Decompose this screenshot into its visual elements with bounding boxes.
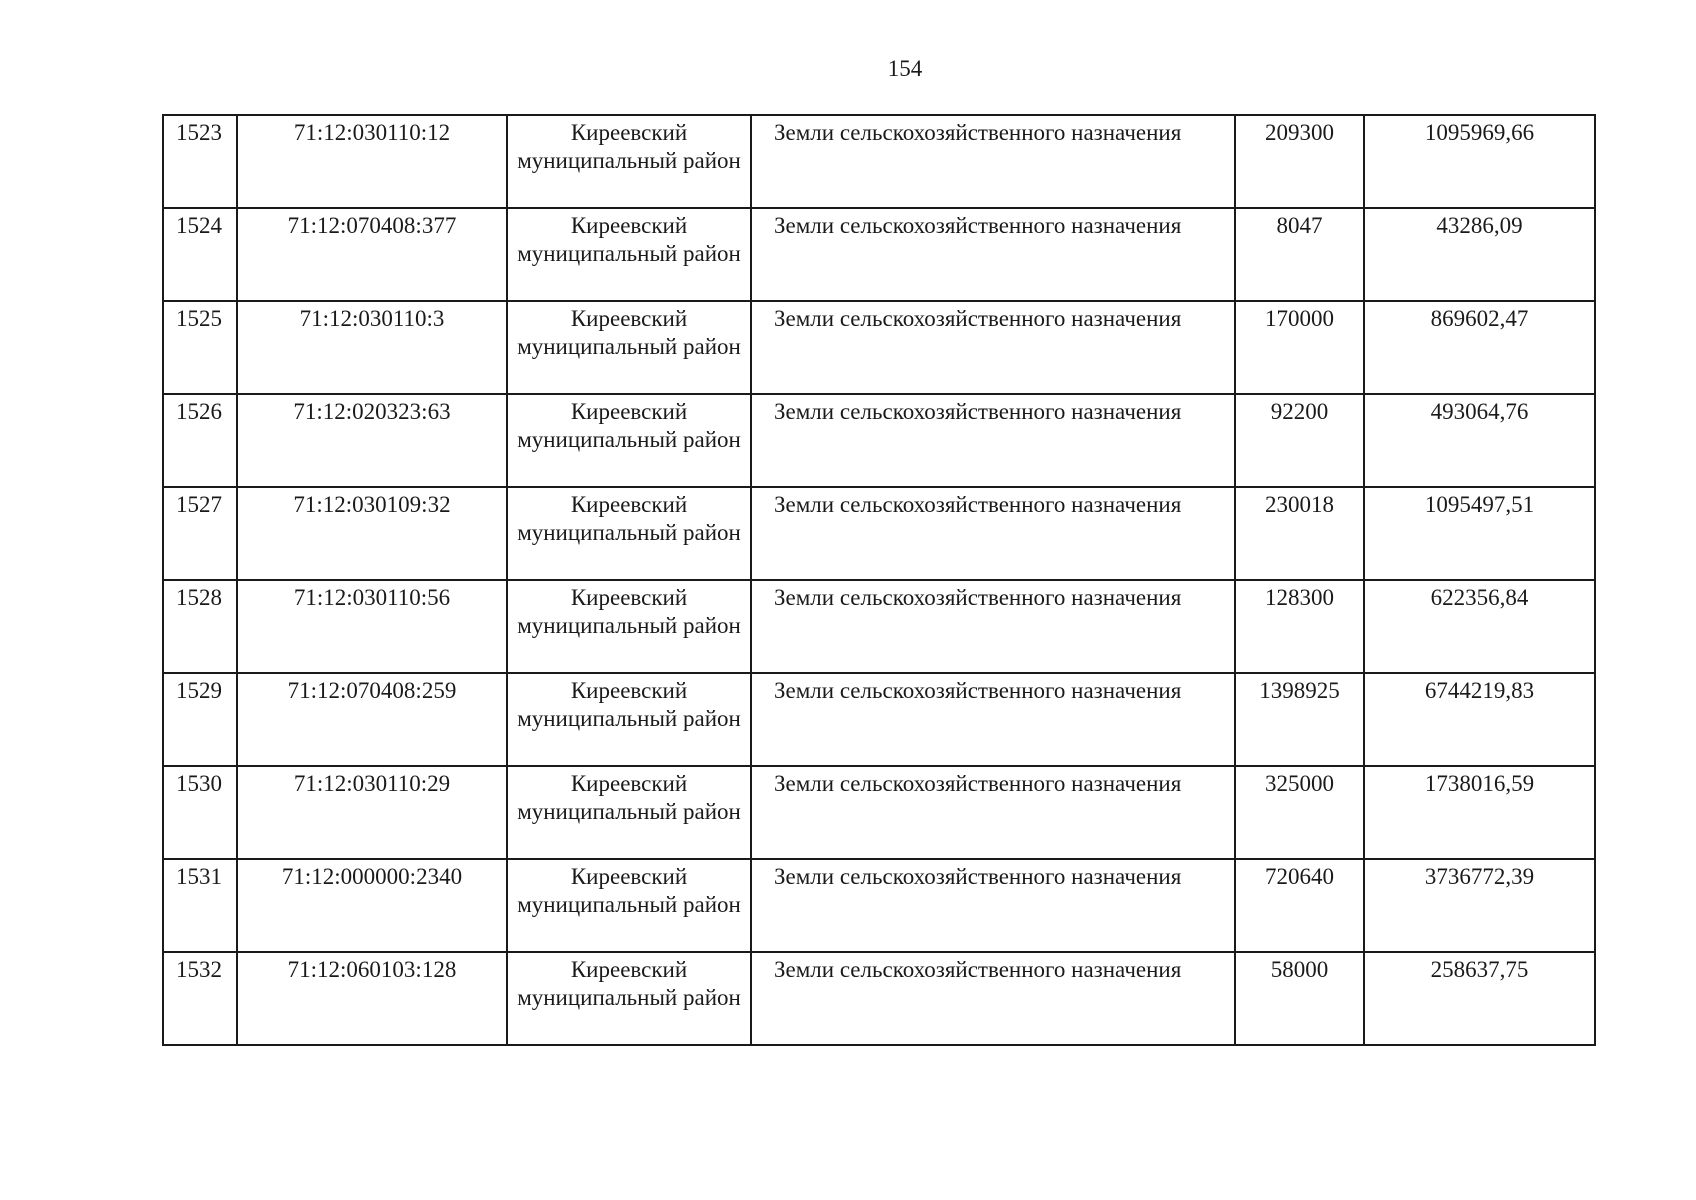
cost-value: 1738016,59: [1364, 766, 1595, 859]
cadastral-number: 71:12:030110:3: [237, 301, 507, 394]
land-category: Земли сельскохозяйственного назначения: [751, 394, 1235, 487]
land-plots-table: [162, 114, 1596, 1046]
row-number: 1529: [163, 673, 237, 766]
cadastral-number: 71:12:070408:259: [237, 673, 507, 766]
row-number: 1523: [163, 115, 237, 208]
table-row: [163, 859, 1595, 952]
row-number: 1526: [163, 394, 237, 487]
table-row: [163, 394, 1595, 487]
land-category: Земли сельскохозяйственного назначения: [751, 859, 1235, 952]
land-category: Земли сельскохозяйственного назначения: [751, 673, 1235, 766]
district-name: Киреевский муниципальный район: [507, 115, 751, 208]
area-value: 1398925: [1235, 673, 1364, 766]
row-number: 1525: [163, 301, 237, 394]
area-value: 92200: [1235, 394, 1364, 487]
area-value: 720640: [1235, 859, 1364, 952]
area-value: 58000: [1235, 952, 1364, 1045]
land-category: Земли сельскохозяйственного назначения: [751, 208, 1235, 301]
table-row: [163, 208, 1595, 301]
cost-value: 1095969,66: [1364, 115, 1595, 208]
district-name: Киреевский муниципальный район: [507, 580, 751, 673]
row-number: 1524: [163, 208, 237, 301]
cadastral-number: 71:12:060103:128: [237, 952, 507, 1045]
area-value: 170000: [1235, 301, 1364, 394]
table-row: [163, 115, 1595, 208]
land-category: Земли сельскохозяйственного назначения: [751, 301, 1235, 394]
cost-value: 3736772,39: [1364, 859, 1595, 952]
cost-value: 43286,09: [1364, 208, 1595, 301]
table-row: [163, 580, 1595, 673]
cadastral-number: 71:12:070408:377: [237, 208, 507, 301]
area-value: 8047: [1235, 208, 1364, 301]
cadastral-number: 71:12:000000:2340: [237, 859, 507, 952]
cost-value: 493064,76: [1364, 394, 1595, 487]
land-category: Земли сельскохозяйственного назначения: [751, 766, 1235, 859]
cost-value: 869602,47: [1364, 301, 1595, 394]
area-value: 209300: [1235, 115, 1364, 208]
cost-value: 6744219,83: [1364, 673, 1595, 766]
row-number: 1530: [163, 766, 237, 859]
cost-value: 1095497,51: [1364, 487, 1595, 580]
area-value: 128300: [1235, 580, 1364, 673]
land-category: Земли сельскохозяйственного назначения: [751, 487, 1235, 580]
land-category: Земли сельскохозяйственного назначения: [751, 115, 1235, 208]
cadastral-number: 71:12:020323:63: [237, 394, 507, 487]
district-name: Киреевский муниципальный район: [507, 208, 751, 301]
district-name: Киреевский муниципальный район: [507, 673, 751, 766]
table-row: [163, 673, 1595, 766]
cadastral-number: 71:12:030110:29: [237, 766, 507, 859]
land-category: Земли сельскохозяйственного назначения: [751, 580, 1235, 673]
table-row: [163, 301, 1595, 394]
cadastral-number: 71:12:030109:32: [237, 487, 507, 580]
row-number: 1527: [163, 487, 237, 580]
cost-value: 622356,84: [1364, 580, 1595, 673]
cadastral-number: 71:12:030110:12: [237, 115, 507, 208]
table-row: [163, 487, 1595, 580]
area-value: 325000: [1235, 766, 1364, 859]
table-row: [163, 766, 1595, 859]
cost-value: 258637,75: [1364, 952, 1595, 1045]
land-category: Земли сельскохозяйственного назначения: [751, 952, 1235, 1045]
district-name: Киреевский муниципальный район: [507, 952, 751, 1045]
cadastral-number: 71:12:030110:56: [237, 580, 507, 673]
district-name: Киреевский муниципальный район: [507, 859, 751, 952]
row-number: 1532: [163, 952, 237, 1045]
row-number: 1531: [163, 859, 237, 952]
row-number: 1528: [163, 580, 237, 673]
district-name: Киреевский муниципальный район: [507, 394, 751, 487]
table-row: [163, 952, 1595, 1045]
area-value: 230018: [1235, 487, 1364, 580]
district-name: Киреевский муниципальный район: [507, 766, 751, 859]
page-number: 154: [887, 56, 923, 81]
district-name: Киреевский муниципальный район: [507, 301, 751, 394]
district-name: Киреевский муниципальный район: [507, 487, 751, 580]
